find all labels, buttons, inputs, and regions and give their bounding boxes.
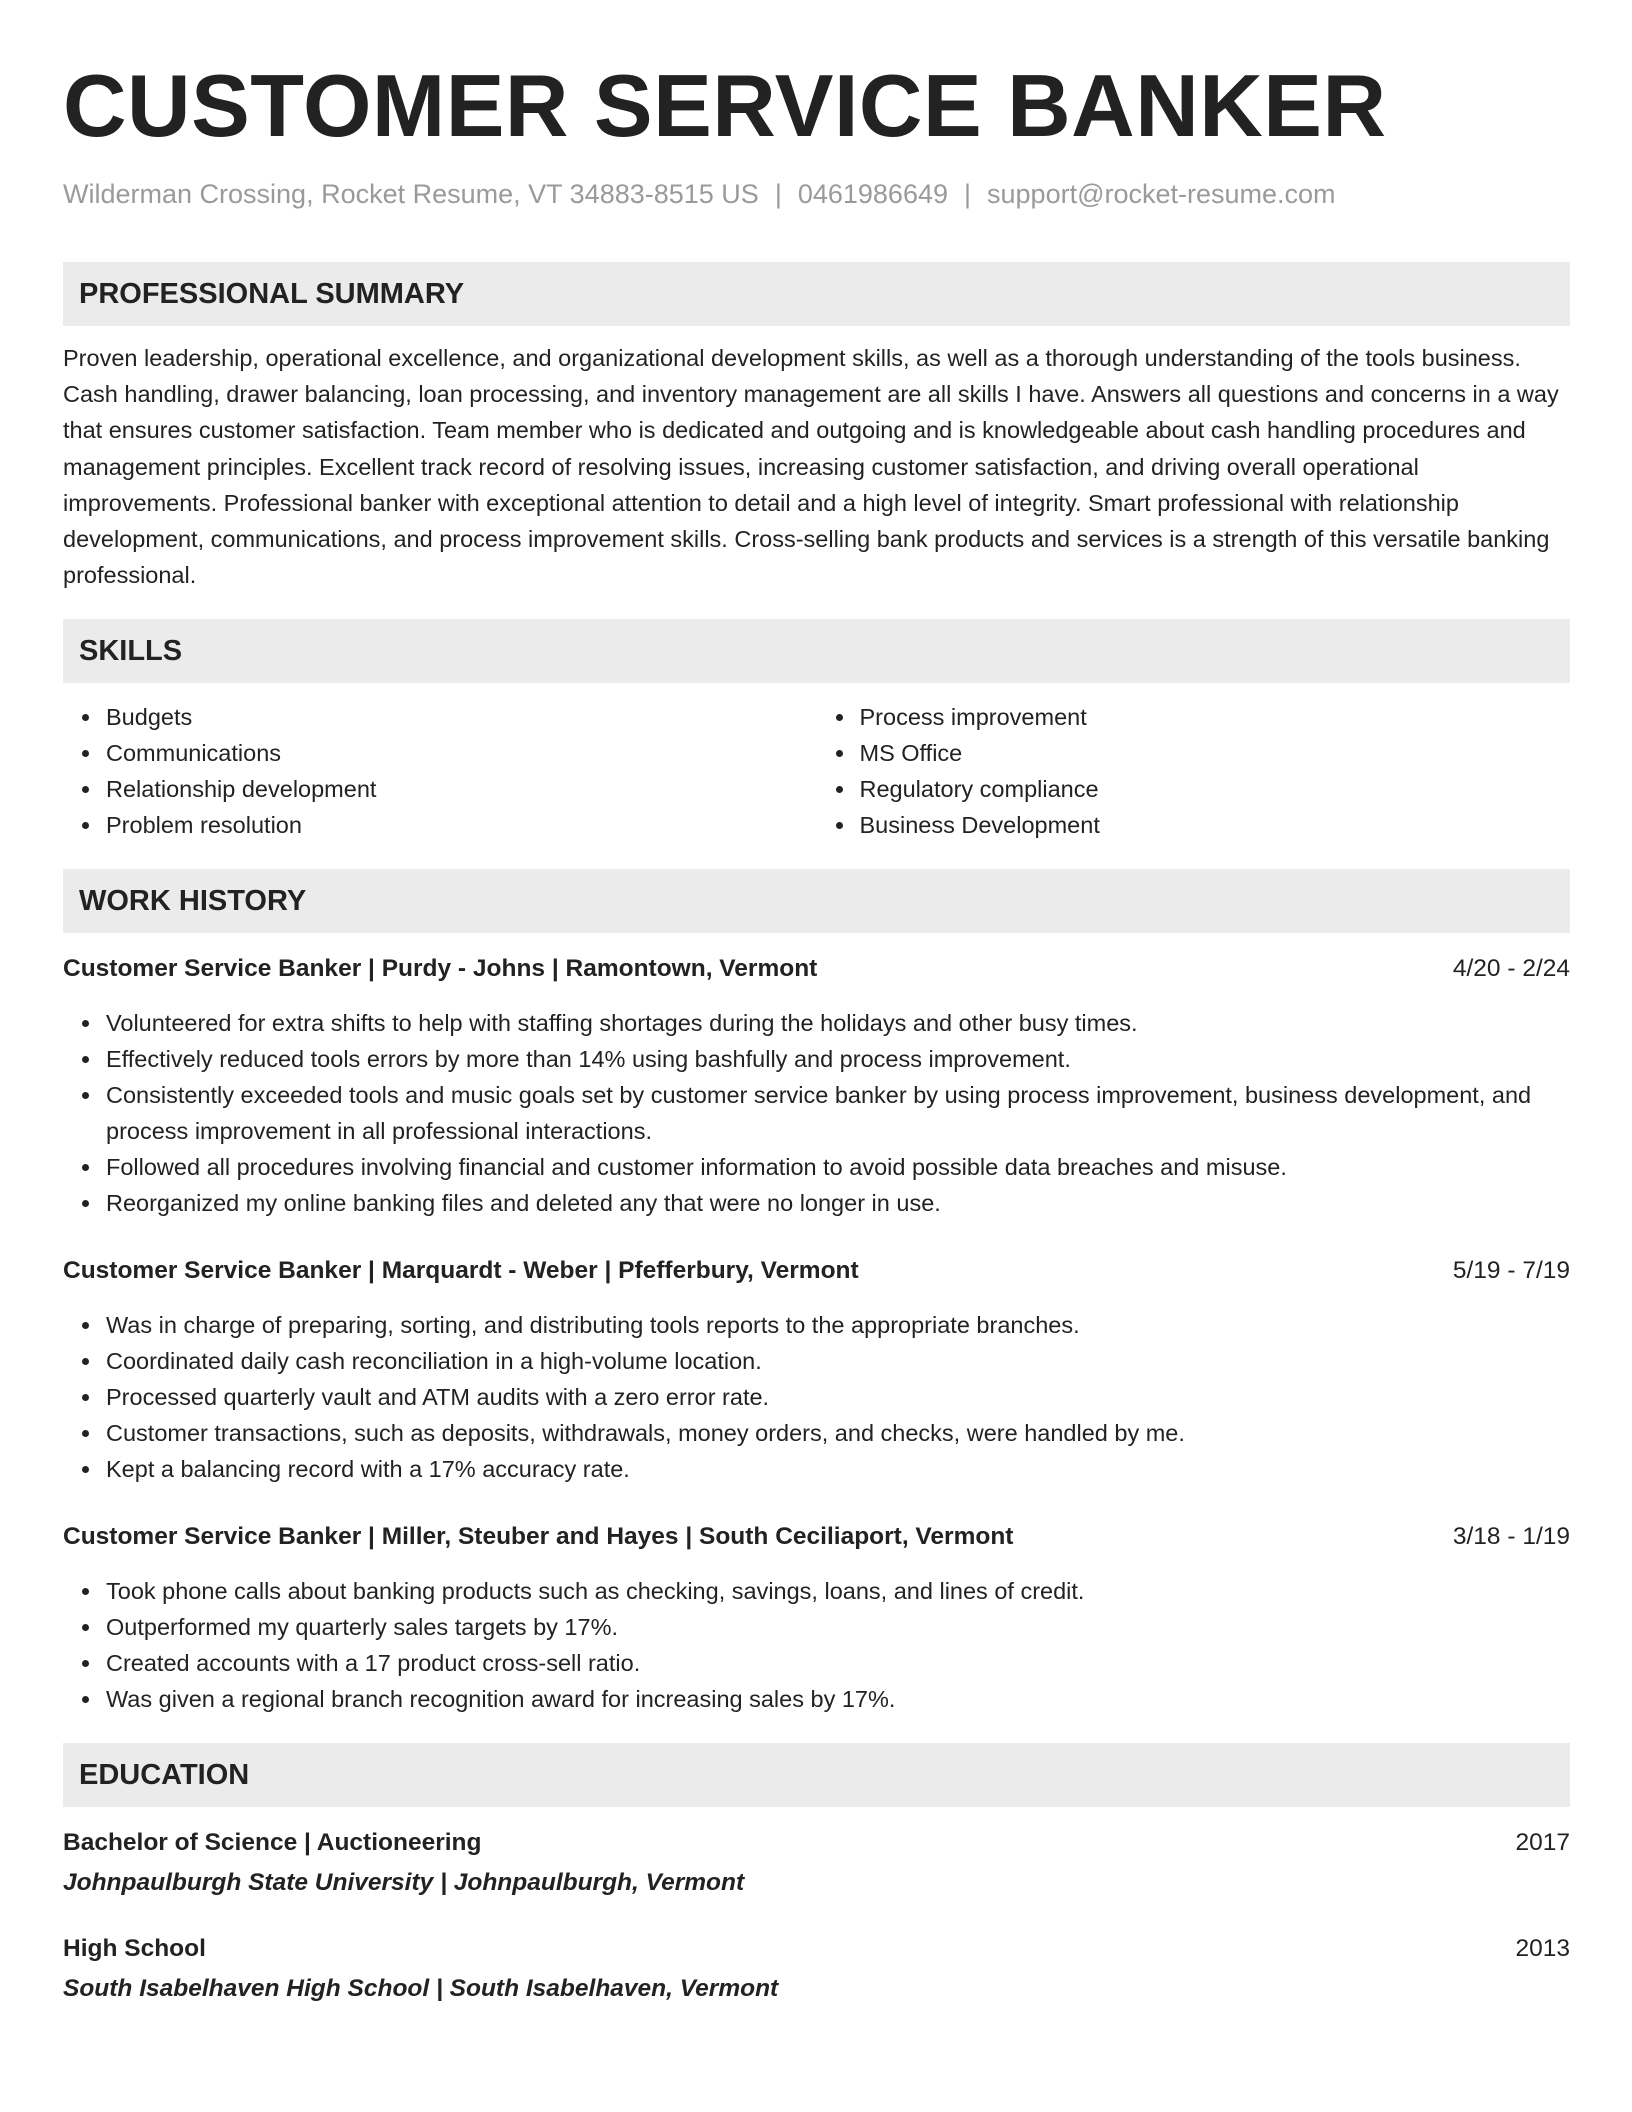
skills-column-right [817, 699, 1571, 843]
education-degree: High School [63, 1935, 206, 1963]
job-entry [63, 951, 1570, 1221]
job-dates: 5/19 - 7/19 [1452, 1257, 1570, 1285]
education-degree: Bachelor of Science | Auctioneering [63, 1829, 482, 1857]
job-bullet: Volunteered for extra shifts to help with staffing shortages during the holidays and other busy times. [106, 1005, 1570, 1041]
job-entry [63, 1519, 1570, 1717]
section-header-summary: PROFESSIONAL SUMMARY [63, 262, 1570, 326]
skill-item: Problem resolution [106, 807, 817, 843]
skill-item: Relationship development [106, 771, 817, 807]
job-title: Customer Service Banker | Miller, Steuber and Hayes | South Ceciliaport, Vermont [63, 1523, 1014, 1551]
job-bullet: Took phone calls about banking products such as checking, savings, loans, and lines of credit. [106, 1573, 1570, 1609]
education-entry [63, 1931, 1570, 2007]
job-bullet: Processed quarterly vault and ATM audits with a zero error rate. [106, 1379, 1570, 1415]
job-bullet: Followed all procedures involving financial and customer information to avoid possible data breaches and misuse. [106, 1149, 1570, 1185]
job-bullet: Effectively reduced tools errors by more than 14% using bashfully and process improvement. [106, 1041, 1570, 1077]
skills-column-left [63, 699, 817, 843]
job-bullets [63, 1573, 1570, 1717]
summary-text: Proven leadership, operational excellence, and organizational development skills, as well as a thorough understanding of the tools business. Cash handling, drawer balancing, loan processing, and inventory management are all skills I have. Answers all questions and concerns in a way that ensures customer satisfaction. Team member who is dedicated and outgoing and is knowledgeable about cash handling procedures and management principles. Excellent track record of resolving issues, increasing customer satisfaction, and driving overall operational improvements. Professional banker with exceptional attention to detail and a high level of integrity. Smart professional with relationship development, communications, and process improvement skills. Cross-selling bank products and services is a strength of this versatile banking professional. [63, 345, 1559, 589]
skill-item: Process improvement [860, 699, 1571, 735]
education-school: South Isabelhaven High School | South Isabelhaven, Vermont [63, 1975, 779, 2003]
skill-item: Budgets [106, 699, 817, 735]
job-bullet: Kept a balancing record with a 17% accuracy rate. [106, 1451, 1570, 1487]
skills-list [63, 699, 1570, 843]
contact-separator: | [964, 179, 972, 209]
section-header-skills: SKILLS [63, 619, 1570, 683]
skill-item: Communications [106, 735, 817, 771]
skill-item: MS Office [860, 735, 1571, 771]
job-dates: 3/18 - 1/19 [1452, 1523, 1570, 1551]
education-header [63, 1931, 1570, 1967]
job-bullet: Consistently exceeded tools and music goals set by customer service banker by using process improvement, business development, and process improvement in all professional interactions. [106, 1077, 1570, 1149]
job-bullets [63, 1307, 1570, 1487]
job-header [63, 951, 1570, 987]
contact-email: support@rocket-resume.com [987, 179, 1336, 209]
job-header [63, 1519, 1570, 1555]
education-entry [63, 1825, 1570, 1901]
contact-address: Wilderman Crossing, Rocket Resume, VT 34883-8515 US [63, 179, 759, 209]
job-title: Customer Service Banker | Purdy - Johns | Ramontown, Vermont [63, 955, 818, 983]
education-header [63, 1825, 1570, 1861]
job-bullet: Was in charge of preparing, sorting, and distributing tools reports to the appropriate branches. [106, 1307, 1570, 1343]
job-dates: 4/20 - 2/24 [1452, 955, 1570, 983]
education-year: 2017 [1515, 1829, 1570, 1857]
job-bullet: Coordinated daily cash reconciliation in a high-volume location. [106, 1343, 1570, 1379]
contact-phone: 0461986649 [797, 179, 948, 209]
job-bullet: Customer transactions, such as deposits, withdrawals, money orders, and checks, were handled by me. [106, 1415, 1570, 1451]
skill-item: Business Development [860, 807, 1571, 843]
job-bullet: Created accounts with a 17 product cross-sell ratio. [106, 1645, 1570, 1681]
education-school: Johnpaulburgh State University | Johnpaulburgh, Vermont [63, 1869, 745, 1897]
contact-separator: | [774, 179, 782, 209]
job-bullet: Outperformed my quarterly sales targets by 17%. [106, 1609, 1570, 1645]
section-header-work-history: WORK HISTORY [63, 869, 1570, 933]
contact-line [63, 176, 1570, 212]
job-bullet: Reorganized my online banking files and deleted any that were no longer in use. [106, 1185, 1570, 1221]
education-year: 2013 [1515, 1935, 1570, 1963]
skill-item: Regulatory compliance [860, 771, 1571, 807]
job-title: Customer Service Banker | Marquardt - Weber | Pfefferbury, Vermont [63, 1257, 859, 1285]
job-bullet: Was given a regional branch recognition award for increasing sales by 17%. [106, 1681, 1570, 1717]
section-header-education: EDUCATION [63, 1743, 1570, 1807]
job-header [63, 1253, 1570, 1289]
job-entry [63, 1253, 1570, 1487]
resume-name: CUSTOMER SERVICE BANKER [63, 56, 1387, 155]
job-bullets [63, 1005, 1570, 1221]
